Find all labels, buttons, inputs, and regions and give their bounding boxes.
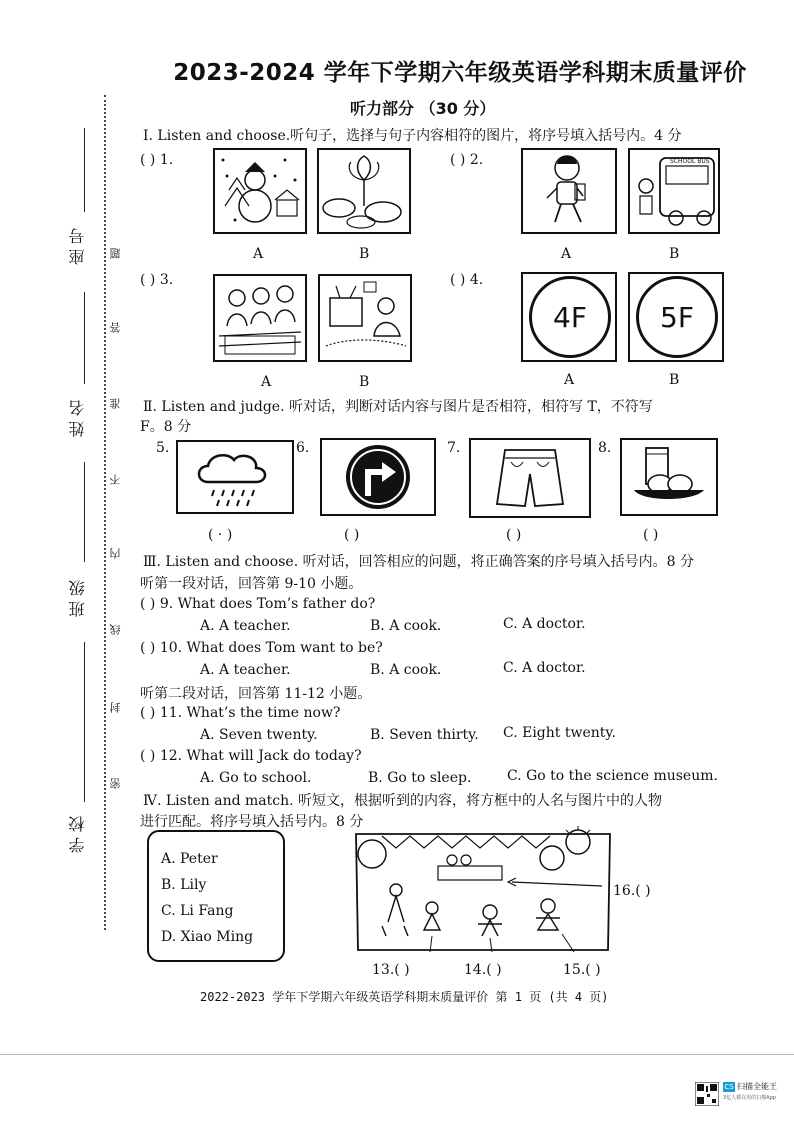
scanner-app-tagline: 3亿人都在用的扫描App [723,1095,776,1101]
seal-char: 准 [109,398,122,409]
q10-option-b: B. A cook. [370,662,442,678]
shorts-icon [471,440,589,516]
q12-question: ( ) 12. What will Jack do today? [140,748,362,764]
seat-underline [84,128,85,212]
q1-picture-a-snowman [213,148,307,234]
party-scene-icon [352,826,614,956]
part3-instruction: Ⅲ. Listen and choose. 听对话，回答相应的问题，将正确答案的序号填入括号内。8 分 [143,554,694,570]
q1-label-b: B [359,246,370,262]
seat-label: 座 号 [68,228,87,266]
q14-answer-blank[interactable]: 14.( ) [464,962,502,978]
seal-char: 线 [109,624,122,635]
q7-picture-shorts [469,438,591,518]
q2-label-a: A [561,246,572,262]
walking-girl-icon [523,150,615,232]
q2-label-b: B [669,246,680,262]
party-scene-picture [352,826,614,956]
part4-instruction-line1: Ⅳ. Listen and match. 听短文，根据听到的内容，将方框中的人名与图片中的人物 [143,793,663,809]
q3-label-b: B [359,374,370,390]
name-option-li-fang: C. Li Fang [161,903,234,919]
dialog2-note: 听第二段对话，回答第 11-12 小题。 [140,686,372,702]
q4-picture-a-frame [521,272,617,362]
rain-cloud-icon [178,442,292,512]
turn-right-sign-icon [322,440,434,514]
part2-instruction-line2: F。8 分 [140,419,192,435]
school-underline [84,642,85,802]
name-option-lily: B. Lily [161,877,207,893]
cs-logo: CS [724,1083,734,1091]
q3-picture-a-cinema [213,274,307,362]
q9-question: ( ) 9. What does Tom’s father do? [140,596,376,612]
dialog1-note: 听第一段对话，回答第 9-10 小题。 [140,576,363,592]
seal-char: 封 [109,702,122,713]
q8-number: 8. [598,440,612,456]
q8-picture-milk-eggs [620,438,718,516]
q11-option-c: C. Eight twenty. [503,725,616,741]
q6-answer-blank[interactable]: ( ) [344,527,360,543]
q2-picture-b-school-bus [628,148,720,234]
name-label: 姓 名 [68,400,87,438]
q12-option-b: B. Go to sleep. [368,770,472,786]
q5-number: 5. [156,440,170,456]
q1-label-a: A [253,246,264,262]
q5-picture-rain [176,440,294,514]
part4-instruction-line2: 进行匹配。将序号填入括号内。8 分 [140,814,364,830]
class-underline [84,462,85,562]
scanner-watermark [695,1080,785,1108]
q6-number: 6. [296,440,310,456]
snowman-icon [215,150,305,232]
q3-picture-b-watching-tv [318,274,412,362]
bus-sign-text: SCHOOL BUS [670,158,710,165]
page-title: 2023-2024 学年下学期六年级英语学科期末质量评价 [173,60,747,86]
seal-char: 内 [109,548,122,559]
floor-4f-badge: 4F [529,276,611,358]
seal-char: 答 [109,322,122,333]
page-bottom-divider [0,1054,794,1055]
q9-option-c: C. A doctor. [503,616,586,632]
q10-option-c: C. A doctor. [503,660,586,676]
q7-answer-blank[interactable]: ( ) [506,527,522,543]
q4-label-a: A [564,372,575,388]
part2-instruction-line1: Ⅱ. Listen and judge. 听对话，判断对话内容与图片是否相符，相符写 T，不符写 [143,399,653,415]
q9-option-b: B. A cook. [370,618,442,634]
q12-option-c: C. Go to the science museum. [507,768,718,784]
school-bus-icon [630,150,718,232]
q1-picture-b-lotus [317,148,411,234]
part1-instruction: Ⅰ. Listen and choose.听句子，选择与句子内容相符的图片，将序号填入括号内。4 分 [143,128,682,144]
q4-number: ( ) 4. [450,272,484,288]
lotus-icon [319,150,409,232]
floor-5f-badge: 5F [636,276,718,358]
q6-picture-turn-right-sign [320,438,436,516]
q2-number: ( ) 2. [450,152,484,168]
q10-option-a: A. A teacher. [200,662,291,678]
q5-answer-blank[interactable]: ( · ) [208,527,233,543]
seal-char: 不 [109,474,122,485]
scanner-app-name: 扫描全能王 [737,1082,777,1091]
qr-code-icon [695,1082,719,1106]
watching-tv-icon [320,276,410,360]
class-label: 班 级 [68,580,87,618]
q11-option-a: A. Seven twenty. [200,727,318,743]
page-footer: 2022-2023 学年下学期六年级英语学科期末质量评价 第 1 页 (共 4 页) [200,990,609,1004]
q4-picture-b-frame [628,272,724,362]
school-label: 学 校 [68,816,87,854]
name-option-xiao-ming: D. Xiao Ming [161,929,254,945]
cinema-audience-icon [215,276,305,360]
q16-answer-blank[interactable]: 16.( ) [613,883,651,899]
q11-option-b: B. Seven thirty. [370,727,479,743]
q9-option-a: A. A teacher. [200,618,291,634]
q13-answer-blank[interactable]: 13.( ) [372,962,410,978]
q3-label-a: A [261,374,272,390]
q10-question: ( ) 10. What does Tom want to be? [140,640,383,656]
q3-number: ( ) 3. [140,272,174,288]
binding-dotted-line [104,95,106,930]
section-subtitle: 听力部分 （30 分） [350,99,496,118]
seal-char: 密 [109,778,122,789]
q8-answer-blank[interactable]: ( ) [643,527,659,543]
q7-number: 7. [447,440,461,456]
q1-number: ( ) 1. [140,152,174,168]
q11-question: ( ) 11. What’s the time now? [140,705,341,721]
q2-picture-a-walking-girl [521,148,617,234]
q15-answer-blank[interactable]: 15.( ) [563,962,601,978]
q12-option-a: A. Go to school. [200,770,312,786]
name-option-peter: A. Peter [161,851,218,867]
q4-label-b: B [669,372,680,388]
name-underline [84,292,85,384]
seal-char: 题 [109,248,122,259]
name-box [147,830,285,962]
milk-and-eggs-icon [622,440,716,514]
